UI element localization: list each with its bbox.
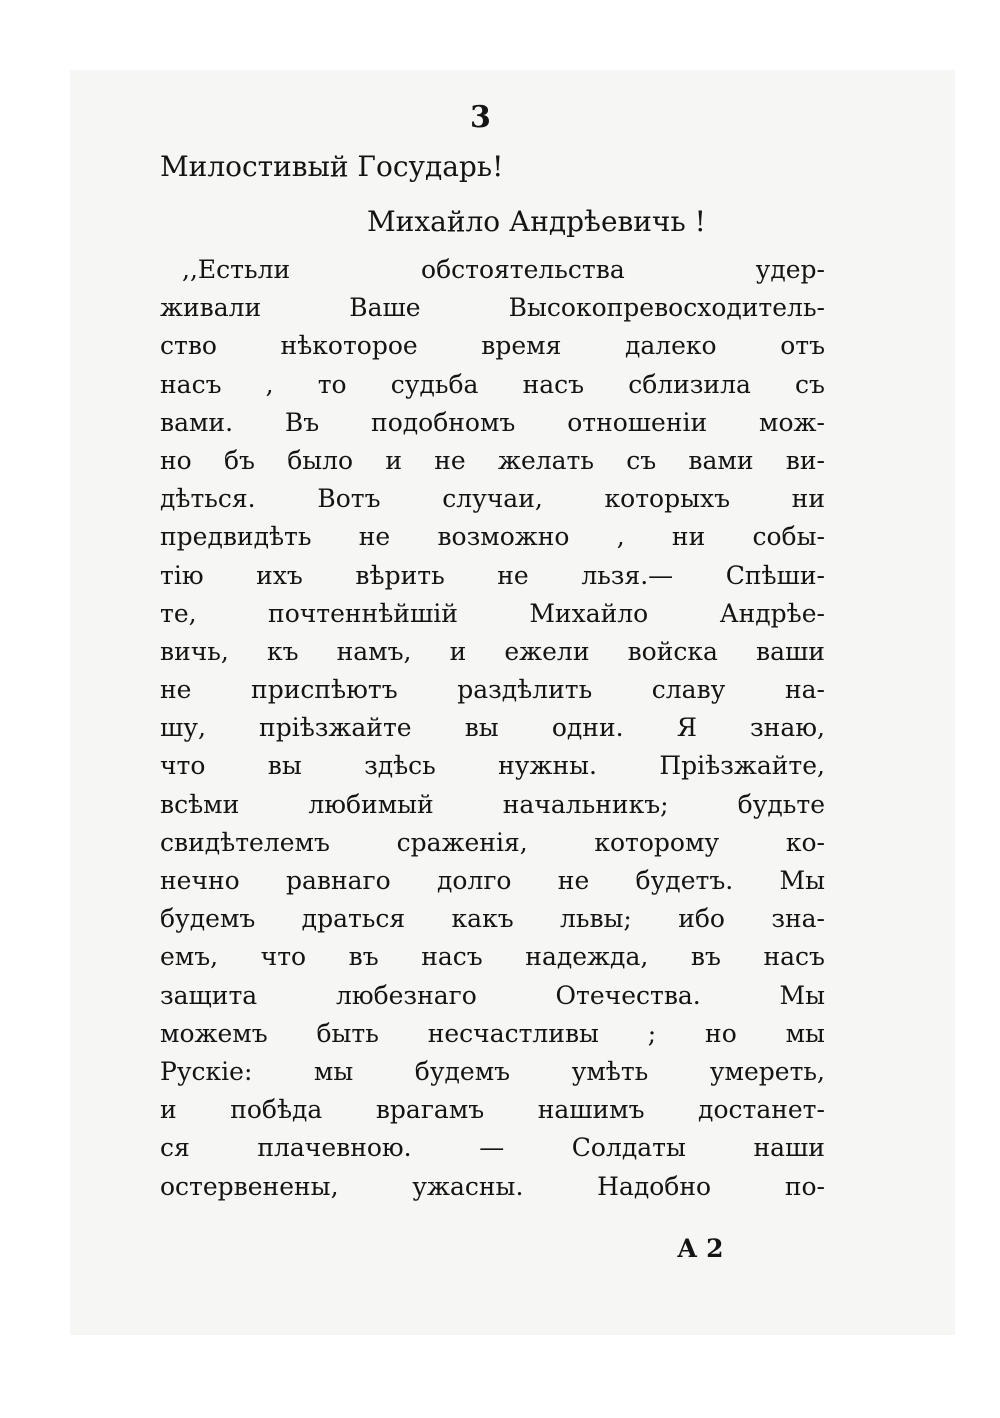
word: войска — [627, 636, 718, 666]
word: Отечества. — [555, 980, 701, 1010]
word: наши — [753, 1133, 825, 1163]
word: не — [557, 866, 590, 895]
word: что — [160, 751, 206, 781]
word: ся — [160, 1133, 190, 1163]
word: но — [160, 445, 192, 475]
word: не — [434, 445, 466, 475]
word: Въ — [284, 407, 320, 437]
word: мы — [785, 1018, 825, 1048]
text-line — [160, 599, 825, 637]
word: мы — [313, 1056, 354, 1086]
word: любимый — [308, 789, 434, 819]
word: зна- — [771, 904, 825, 934]
word: пріѣзжайте — [259, 713, 412, 743]
word: не — [358, 522, 391, 552]
text-line — [160, 637, 825, 675]
word: намъ, — [336, 636, 412, 666]
word: Надобно — [597, 1171, 712, 1201]
text-line — [160, 561, 825, 599]
word: шу, — [160, 713, 206, 743]
word: и — [385, 445, 402, 475]
word: предвидѣть — [160, 522, 312, 552]
word: , — [616, 522, 625, 552]
text-line — [160, 1133, 825, 1171]
word: Мы — [779, 980, 825, 1010]
word: драться — [301, 904, 406, 934]
word: Высокопревосходитель- — [508, 293, 825, 323]
word: ни — [671, 522, 706, 552]
word: насъ — [763, 942, 825, 972]
word: Михайло — [529, 598, 649, 628]
word: емъ, — [160, 942, 219, 972]
word: судьба — [390, 369, 479, 399]
word: ,,Естьли — [182, 255, 291, 284]
word: приспѣютъ — [251, 675, 398, 705]
word: и — [160, 1095, 177, 1125]
text-line — [160, 1057, 825, 1095]
word: знаю, — [750, 713, 825, 743]
word: ко- — [785, 827, 825, 857]
word: къ — [266, 636, 299, 666]
word: нѣкоторое — [280, 331, 418, 361]
page-number: 3 — [470, 100, 491, 135]
word: въ — [690, 942, 721, 972]
word: вичь, — [160, 636, 229, 666]
word: ибо — [678, 904, 725, 934]
word: бъ — [223, 445, 255, 475]
word: львы; — [559, 904, 632, 934]
text-line — [160, 713, 825, 751]
word: нужны. — [498, 751, 597, 781]
text-line — [160, 446, 825, 484]
word: не — [160, 675, 192, 705]
word: и — [449, 636, 467, 666]
word: Солдаты — [571, 1133, 686, 1163]
word: удер- — [755, 255, 825, 284]
word: случаи, — [442, 484, 543, 514]
word: плачевною. — [257, 1133, 412, 1163]
text-line — [160, 1095, 825, 1133]
text-line — [160, 828, 825, 866]
word: Рускіе: — [160, 1056, 253, 1086]
word: льзя.— — [581, 560, 674, 590]
word: несчастливы — [427, 1018, 599, 1048]
word: умереть, — [709, 1056, 825, 1086]
word: почтеннѣйшій — [268, 598, 458, 628]
word: ужасны. — [412, 1171, 524, 1201]
text-line — [160, 981, 825, 1019]
word: сраженія, — [396, 827, 528, 857]
word: сблизила — [628, 369, 751, 399]
text-line — [160, 942, 825, 980]
text-line — [160, 408, 825, 446]
word: врагамъ — [375, 1095, 485, 1125]
word: подобномъ — [371, 407, 516, 437]
word: по- — [784, 1171, 825, 1201]
word: — — [479, 1133, 505, 1163]
word: тію — [160, 560, 204, 590]
word: было — [287, 445, 354, 475]
word: отношеніи — [567, 407, 708, 437]
word: начальникъ; — [502, 789, 669, 819]
word: свидѣтелемъ — [160, 827, 330, 857]
text-line — [160, 522, 825, 560]
word: ; — [647, 1018, 657, 1048]
word: съ — [626, 445, 657, 475]
word: вѣрить — [355, 560, 445, 590]
salutation: Милостивый Государь! — [160, 150, 504, 183]
word: насъ — [522, 369, 585, 399]
word: съ — [795, 369, 825, 399]
word: Ваше — [349, 293, 421, 323]
text-line — [160, 255, 825, 293]
word: отъ — [780, 331, 825, 361]
word: что — [260, 942, 307, 972]
word: мож- — [759, 407, 825, 437]
word: Андрѣе- — [719, 598, 825, 628]
word: раздѣлить — [457, 675, 593, 705]
word: одни. — [551, 713, 624, 743]
word: вами. — [160, 407, 234, 437]
word: надежда, — [525, 942, 649, 972]
letter-body — [160, 255, 825, 1210]
word: не — [497, 560, 529, 590]
word: остервенены, — [160, 1171, 339, 1201]
word: ваши — [756, 636, 825, 666]
word: вами — [688, 445, 754, 475]
text-line — [160, 675, 825, 713]
word: обстоятельства — [421, 255, 625, 284]
text-line — [160, 293, 825, 331]
word: будетъ. — [635, 866, 734, 895]
word: въ — [348, 942, 379, 972]
word: живали — [160, 293, 262, 323]
word: быть — [316, 1018, 379, 1048]
text-line — [160, 751, 825, 789]
word: насъ — [160, 369, 222, 399]
text-line — [160, 790, 825, 828]
word: Вотъ — [317, 484, 381, 514]
text-line — [160, 331, 825, 369]
text-line — [160, 866, 825, 904]
word: умѣть — [571, 1056, 649, 1086]
word: далеко — [624, 331, 717, 361]
text-line — [160, 1172, 825, 1210]
word: будемъ — [414, 1056, 511, 1086]
word: долго — [437, 866, 512, 895]
word: которыхъ — [604, 484, 730, 514]
addressee: Михайло Андрѣевичь ! — [367, 205, 706, 238]
word: какъ — [451, 904, 514, 934]
word: здѣсь — [364, 751, 436, 781]
word: будьте — [737, 789, 825, 819]
word: ихъ — [256, 560, 303, 590]
word: Мы — [779, 866, 825, 895]
catchword-signature: А 2 — [677, 1234, 724, 1263]
word: вы — [464, 713, 499, 743]
word: будемъ — [160, 904, 256, 934]
word: достанет- — [698, 1095, 825, 1125]
word: собы- — [752, 522, 825, 552]
word: ежели — [504, 636, 590, 666]
word: славу — [651, 675, 726, 705]
word: Я — [676, 713, 697, 743]
word: ни — [791, 484, 825, 514]
word: нечно — [160, 866, 240, 895]
text-line — [160, 484, 825, 522]
word: вы — [267, 751, 302, 781]
word: на- — [784, 675, 825, 705]
word: насъ — [421, 942, 483, 972]
word: то — [317, 369, 347, 399]
word: нашимъ — [537, 1095, 645, 1125]
word: время — [481, 331, 562, 361]
word: ство — [160, 331, 217, 361]
word: защита — [160, 980, 258, 1010]
word: желать — [497, 445, 594, 475]
word: равнаго — [286, 866, 391, 895]
word: Пріѣзжайте, — [659, 751, 825, 781]
text-line — [160, 370, 825, 408]
word: но — [705, 1018, 737, 1048]
word: можемъ — [160, 1018, 268, 1048]
word: те, — [160, 598, 197, 628]
text-line — [160, 1019, 825, 1057]
text-line — [160, 904, 825, 942]
word: побѣда — [230, 1095, 323, 1125]
word: всѣми — [160, 789, 240, 819]
word: , — [265, 369, 274, 399]
word: которому — [594, 827, 720, 857]
word: возможно — [437, 522, 570, 552]
word: Спѣши- — [725, 560, 825, 590]
word: ви- — [785, 445, 825, 475]
word: дѣться. — [160, 484, 256, 514]
word: любезнаго — [335, 980, 477, 1010]
